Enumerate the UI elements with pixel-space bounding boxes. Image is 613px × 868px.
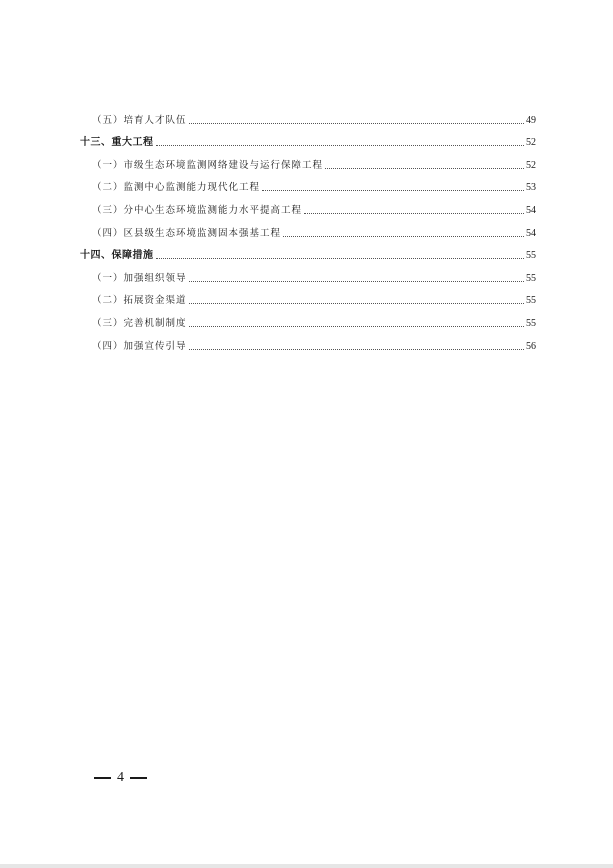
footer-dash-left [94,777,111,779]
toc-entry-title: （三）分中心生态环境监测能力水平提高工程 [92,204,303,216]
page-number: 4 [117,770,124,785]
toc-page-number: 54 [526,204,536,216]
toc-page-number: 53 [526,182,536,194]
toc-dot-leader [189,122,524,124]
toc-dot-leader [189,348,524,350]
toc-page-number: 55 [526,272,536,284]
toc-page-number: 55 [526,295,536,307]
toc-subsection-entry[interactable] [80,104,536,127]
toc-dot-leader [262,189,524,191]
toc-page-number: 55 [526,250,536,262]
toc-dot-leader [325,167,524,169]
toc-page-number: 54 [526,227,536,239]
toc-dot-leader [283,235,524,237]
toc-subsection-entry[interactable] [80,307,536,330]
toc-dot-leader [189,302,524,304]
toc-subsection-entry[interactable] [80,262,536,285]
toc-dot-leader [156,257,525,259]
toc-entry-title: （二）监测中心监测能力现代化工程 [92,182,261,194]
toc-entry-title: （五）培育人才队伍 [92,114,187,126]
toc-page-number: 55 [526,317,536,329]
toc-dot-leader [156,144,525,146]
toc-subsection-entry[interactable] [80,285,536,308]
toc-subsection-entry[interactable] [80,330,536,353]
toc-entry-title: （一）市级生态环境监测网络建设与运行保障工程 [92,159,324,171]
toc-section-entry[interactable] [80,240,536,263]
toc-dot-leader [304,212,524,214]
toc-page-number: 56 [526,340,536,352]
toc-entry-title: 十四、保障措施 [80,250,154,262]
toc-page-number: 52 [526,137,536,149]
toc-subsection-entry[interactable] [80,217,536,240]
table-of-contents [80,104,536,353]
toc-entry-title: （三）完善机制制度 [92,317,187,329]
footer-dash-right [130,777,147,779]
toc-subsection-entry[interactable] [80,194,536,217]
toc-section-entry[interactable] [80,127,536,150]
toc-page-number: 49 [526,114,536,126]
toc-page-number: 52 [526,159,536,171]
toc-subsection-entry[interactable] [80,172,536,195]
toc-entry-title: （一）加强组织领导 [92,272,187,284]
toc-entry-title: 十三、重大工程 [80,137,154,149]
page-bottom-edge [0,864,613,868]
toc-entry-title: （四）区县级生态环境监测固本强基工程 [92,227,282,239]
toc-entry-title: （二）拓展资金渠道 [92,295,187,307]
toc-entry-title: （四）加强宣传引导 [92,340,187,352]
toc-dot-leader [189,280,524,282]
page-footer [94,770,147,786]
toc-dot-leader [189,325,524,327]
toc-subsection-entry[interactable] [80,149,536,172]
